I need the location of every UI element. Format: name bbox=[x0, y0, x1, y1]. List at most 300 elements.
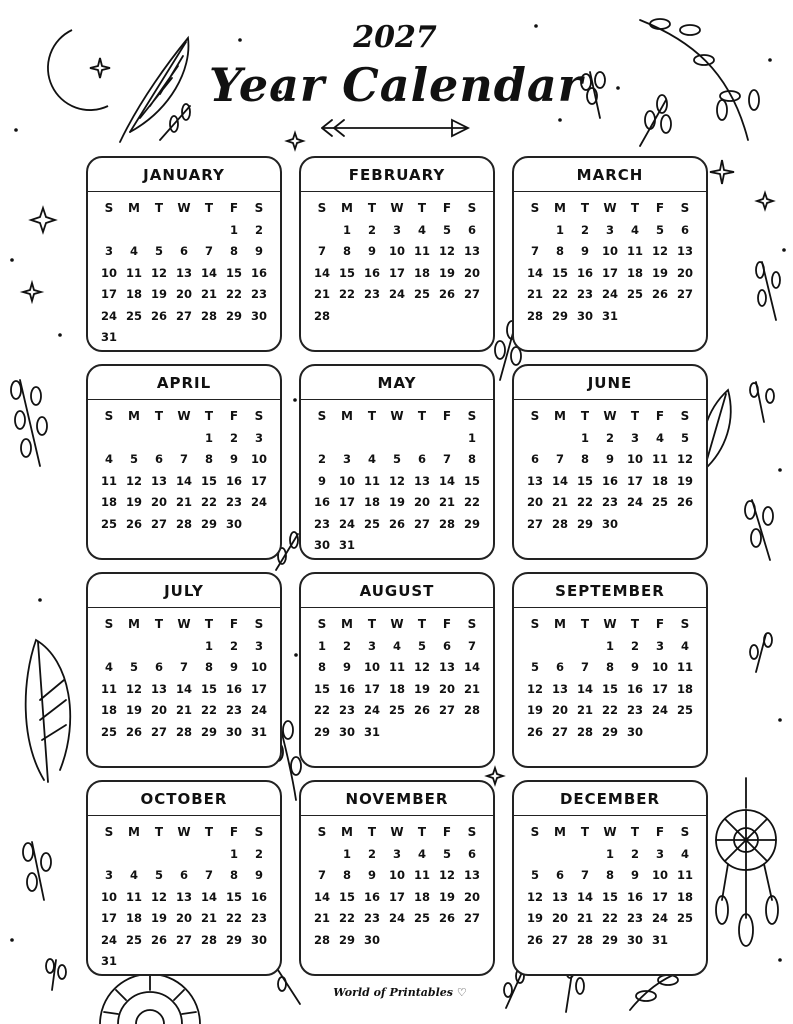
month-card-may bbox=[299, 364, 495, 560]
day-cell: 21 bbox=[313, 911, 330, 925]
day-cell: 12 bbox=[413, 660, 430, 674]
arrow-icon bbox=[322, 120, 468, 136]
weekday-header: F bbox=[442, 617, 452, 631]
month-card-april bbox=[86, 364, 282, 560]
weekday-header: T bbox=[630, 825, 640, 839]
day-cell: 1 bbox=[467, 430, 476, 445]
day-cell: 6 bbox=[680, 222, 689, 237]
month-card-february bbox=[299, 156, 495, 352]
day-cell: 29 bbox=[576, 516, 593, 531]
day-cell: 12 bbox=[651, 244, 668, 258]
empty-cell bbox=[172, 636, 197, 658]
day-cell: 4 bbox=[680, 638, 689, 653]
day-cell: 16 bbox=[225, 681, 242, 696]
day-cell: 14 bbox=[438, 473, 455, 488]
day-cell: 3 bbox=[367, 638, 376, 653]
day-cell: 21 bbox=[200, 911, 217, 925]
day-cell: 11 bbox=[100, 473, 117, 488]
day-cell: 24 bbox=[100, 932, 117, 947]
day-cell: 17 bbox=[250, 681, 267, 696]
day-cell: 21 bbox=[576, 703, 593, 717]
month-name: AUGUST bbox=[301, 574, 493, 608]
day-cell: 8 bbox=[580, 452, 589, 466]
day-cell: 6 bbox=[467, 222, 476, 237]
month-name: JULY bbox=[88, 574, 280, 608]
day-cell: 27 bbox=[551, 724, 568, 739]
day-cell: 16 bbox=[225, 473, 242, 488]
day-cell: 15 bbox=[313, 681, 330, 696]
day-cell: 19 bbox=[526, 911, 543, 925]
day-cell: 3 bbox=[254, 430, 263, 445]
month-card-september bbox=[512, 572, 708, 768]
day-cell: 5 bbox=[442, 846, 451, 861]
day-cell: 10 bbox=[250, 452, 267, 466]
day-cell: 24 bbox=[651, 911, 668, 925]
day-cell: 25 bbox=[125, 932, 142, 947]
day-cell: 18 bbox=[125, 287, 142, 301]
day-cell: 7 bbox=[179, 452, 188, 466]
day-cell: 1 bbox=[229, 222, 238, 237]
day-cell: 15 bbox=[225, 265, 242, 280]
day-cell: 18 bbox=[100, 703, 117, 717]
day-cell: 22 bbox=[200, 703, 217, 717]
day-cell: 30 bbox=[363, 932, 380, 947]
month-name: APRIL bbox=[88, 366, 280, 400]
weekday-header: T bbox=[630, 409, 640, 423]
day-cell: 5 bbox=[530, 660, 539, 674]
weekday-header: S bbox=[104, 409, 114, 423]
day-cell: 10 bbox=[388, 868, 405, 882]
day-cell: 2 bbox=[254, 846, 263, 861]
weekday-header: T bbox=[367, 617, 377, 631]
empty-cell bbox=[122, 844, 147, 866]
day-cell: 20 bbox=[413, 495, 430, 509]
day-cell: 5 bbox=[442, 222, 451, 237]
weekday-header: M bbox=[128, 825, 140, 839]
day-cell: 4 bbox=[367, 452, 376, 466]
day-cell: 4 bbox=[104, 452, 113, 466]
day-cell: 29 bbox=[338, 932, 355, 947]
day-cell: 11 bbox=[388, 660, 405, 674]
weekday-header: W bbox=[390, 617, 404, 631]
day-cell: 22 bbox=[463, 495, 480, 509]
day-cell: 18 bbox=[651, 473, 668, 488]
day-cell: 5 bbox=[530, 868, 539, 882]
day-cell: 22 bbox=[338, 287, 355, 301]
day-cell: 8 bbox=[204, 660, 213, 674]
day-cell: 20 bbox=[551, 703, 568, 717]
weekday-header: S bbox=[530, 201, 540, 215]
day-cell: 4 bbox=[129, 868, 138, 882]
day-cell: 17 bbox=[626, 473, 643, 488]
day-cell: 7 bbox=[580, 660, 589, 674]
day-cell: 21 bbox=[576, 911, 593, 925]
sparkle-icon bbox=[23, 283, 41, 301]
day-cell: 19 bbox=[388, 495, 405, 509]
day-cell: 28 bbox=[200, 308, 217, 323]
day-cell: 27 bbox=[526, 516, 543, 531]
day-cell: 13 bbox=[526, 473, 543, 488]
day-cell: 10 bbox=[651, 868, 668, 882]
day-cell: 1 bbox=[555, 222, 564, 237]
sparkle-icon bbox=[757, 193, 773, 209]
day-cell: 23 bbox=[363, 911, 380, 925]
day-cell: 25 bbox=[388, 703, 405, 717]
day-cell: 20 bbox=[463, 265, 480, 280]
day-cell: 22 bbox=[551, 287, 568, 301]
day-cell: 23 bbox=[225, 703, 242, 717]
day-cell: 3 bbox=[104, 868, 113, 882]
weekday-header: T bbox=[204, 201, 214, 215]
day-cell: 13 bbox=[676, 244, 693, 258]
day-cell: 9 bbox=[229, 660, 238, 674]
day-cell: 21 bbox=[526, 287, 543, 301]
day-cell: 2 bbox=[367, 846, 376, 861]
sparkle-icon bbox=[31, 208, 55, 232]
leaf-sprig-icon bbox=[640, 19, 759, 140]
day-cell: 16 bbox=[250, 889, 267, 904]
day-grid bbox=[301, 198, 493, 327]
month-name: DECEMBER bbox=[514, 782, 706, 816]
empty-cell bbox=[548, 844, 573, 866]
day-cell: 17 bbox=[388, 265, 405, 280]
day-cell: 10 bbox=[601, 244, 618, 258]
day-cell: 12 bbox=[438, 868, 455, 882]
weekday-header: W bbox=[603, 409, 617, 423]
month-name: SEPTEMBER bbox=[514, 574, 706, 608]
day-cell: 11 bbox=[676, 868, 693, 882]
day-cell: 24 bbox=[388, 287, 405, 301]
weekday-header: T bbox=[154, 201, 164, 215]
day-cell: 14 bbox=[526, 265, 543, 280]
day-cell: 19 bbox=[125, 495, 142, 509]
day-cell: 7 bbox=[530, 244, 539, 258]
weekday-header: T bbox=[630, 201, 640, 215]
day-cell: 12 bbox=[388, 473, 405, 488]
empty-cell bbox=[548, 428, 573, 450]
weekday-header: T bbox=[580, 409, 590, 423]
day-cell: 5 bbox=[655, 222, 664, 237]
day-cell: 9 bbox=[254, 244, 263, 258]
day-cell: 9 bbox=[580, 244, 589, 258]
empty-cell bbox=[310, 220, 335, 242]
empty-cell bbox=[523, 844, 548, 866]
day-cell: 8 bbox=[342, 868, 351, 882]
day-cell: 11 bbox=[413, 244, 430, 258]
day-cell: 26 bbox=[438, 911, 455, 925]
day-cell: 9 bbox=[229, 452, 238, 466]
day-cell: 7 bbox=[442, 452, 451, 466]
day-cell: 6 bbox=[555, 660, 564, 674]
day-cell: 9 bbox=[630, 868, 639, 882]
day-cell: 22 bbox=[338, 911, 355, 925]
empty-cell bbox=[573, 636, 598, 658]
weekday-header: F bbox=[442, 201, 452, 215]
weekday-header: W bbox=[177, 617, 191, 631]
day-cell: 4 bbox=[417, 222, 426, 237]
day-cell: 27 bbox=[413, 516, 430, 531]
empty-cell bbox=[573, 844, 598, 866]
day-cell: 23 bbox=[250, 911, 267, 925]
day-cell: 17 bbox=[651, 889, 668, 904]
day-cell: 15 bbox=[338, 889, 355, 904]
day-cell: 21 bbox=[200, 287, 217, 301]
day-cell: 7 bbox=[467, 638, 476, 653]
day-cell: 19 bbox=[651, 265, 668, 280]
day-cell: 14 bbox=[175, 473, 192, 488]
day-cell: 17 bbox=[338, 495, 355, 509]
day-grid bbox=[88, 822, 280, 973]
empty-cell bbox=[197, 844, 222, 866]
day-cell: 31 bbox=[363, 724, 380, 739]
weekday-header: F bbox=[442, 825, 452, 839]
day-cell: 27 bbox=[676, 287, 693, 301]
day-grid bbox=[88, 614, 280, 743]
day-cell: 7 bbox=[555, 452, 564, 466]
sparkle-icon bbox=[710, 160, 734, 184]
day-cell: 29 bbox=[463, 516, 480, 531]
day-cell: 8 bbox=[317, 660, 326, 674]
day-cell: 2 bbox=[254, 222, 263, 237]
day-cell: 28 bbox=[526, 308, 543, 323]
weekday-header: S bbox=[254, 409, 264, 423]
day-cell: 15 bbox=[576, 473, 593, 488]
sparkle-icon bbox=[287, 133, 303, 149]
day-cell: 24 bbox=[651, 703, 668, 717]
day-cell: 12 bbox=[526, 889, 543, 904]
day-cell: 23 bbox=[626, 911, 643, 925]
day-cell: 11 bbox=[363, 473, 380, 488]
day-cell: 31 bbox=[651, 932, 668, 947]
day-cell: 4 bbox=[630, 222, 639, 237]
weekday-header: F bbox=[229, 409, 239, 423]
month-name: NOVEMBER bbox=[301, 782, 493, 816]
day-cell: 9 bbox=[367, 244, 376, 258]
day-grid bbox=[514, 822, 706, 951]
day-cell: 12 bbox=[150, 265, 167, 280]
day-cell: 28 bbox=[175, 516, 192, 531]
weekday-header: M bbox=[341, 617, 353, 631]
weekday-header: S bbox=[104, 825, 114, 839]
day-cell: 13 bbox=[463, 868, 480, 882]
weekday-header: S bbox=[467, 825, 477, 839]
leaf-sprig-icon bbox=[750, 382, 774, 422]
day-cell: 19 bbox=[413, 681, 430, 696]
day-cell: 27 bbox=[463, 911, 480, 925]
day-cell: 25 bbox=[676, 911, 693, 925]
month-name: JANUARY bbox=[88, 158, 280, 192]
day-grid bbox=[514, 198, 706, 327]
day-cell: 4 bbox=[392, 638, 401, 653]
day-cell: 29 bbox=[200, 724, 217, 739]
day-cell: 3 bbox=[392, 846, 401, 861]
empty-cell bbox=[122, 636, 147, 658]
weekday-header: M bbox=[554, 825, 566, 839]
day-cell: 31 bbox=[338, 538, 355, 552]
day-cell: 6 bbox=[179, 244, 188, 258]
day-cell: 10 bbox=[651, 660, 668, 674]
month-card-december bbox=[512, 780, 708, 976]
day-cell: 14 bbox=[463, 660, 480, 674]
weekday-header: T bbox=[154, 825, 164, 839]
day-cell: 5 bbox=[154, 868, 163, 882]
day-cell: 11 bbox=[626, 244, 643, 258]
month-name: FEBRUARY bbox=[301, 158, 493, 192]
day-cell: 23 bbox=[601, 495, 618, 509]
day-grid bbox=[301, 822, 493, 951]
day-cell: 17 bbox=[388, 889, 405, 904]
weekday-header: W bbox=[177, 825, 191, 839]
day-cell: 22 bbox=[601, 703, 618, 717]
day-cell: 12 bbox=[125, 681, 142, 696]
day-cell: 31 bbox=[250, 724, 267, 739]
day-grid bbox=[88, 198, 280, 349]
day-cell: 26 bbox=[526, 724, 543, 739]
empty-cell bbox=[523, 636, 548, 658]
day-cell: 15 bbox=[601, 681, 618, 696]
empty-cell bbox=[197, 220, 222, 242]
day-cell: 27 bbox=[175, 932, 192, 947]
empty-cell bbox=[310, 428, 335, 450]
day-cell: 30 bbox=[601, 516, 618, 531]
month-name: MARCH bbox=[514, 158, 706, 192]
day-cell: 3 bbox=[254, 638, 263, 653]
day-cell: 14 bbox=[576, 889, 593, 904]
empty-cell bbox=[548, 636, 573, 658]
weekday-header: S bbox=[104, 617, 114, 631]
day-cell: 5 bbox=[417, 638, 426, 653]
day-cell: 1 bbox=[204, 638, 213, 653]
day-cell: 28 bbox=[576, 932, 593, 947]
day-cell: 19 bbox=[438, 265, 455, 280]
weekday-header: W bbox=[390, 409, 404, 423]
day-cell: 7 bbox=[317, 244, 326, 258]
day-cell: 14 bbox=[200, 265, 217, 280]
day-cell: 25 bbox=[626, 287, 643, 301]
day-cell: 6 bbox=[467, 846, 476, 861]
weekday-header: T bbox=[580, 617, 590, 631]
day-cell: 7 bbox=[580, 868, 589, 882]
day-cell: 27 bbox=[175, 308, 192, 323]
day-cell: 14 bbox=[313, 889, 330, 904]
day-cell: 8 bbox=[605, 660, 614, 674]
day-cell: 11 bbox=[100, 681, 117, 696]
empty-cell bbox=[122, 220, 147, 242]
weekday-header: S bbox=[317, 201, 327, 215]
day-cell: 5 bbox=[129, 660, 138, 674]
empty-cell bbox=[147, 636, 172, 658]
day-cell: 1 bbox=[342, 846, 351, 861]
day-cell: 25 bbox=[413, 287, 430, 301]
day-cell: 10 bbox=[363, 660, 380, 674]
weekday-header: M bbox=[128, 201, 140, 215]
empty-cell bbox=[523, 220, 548, 242]
day-cell: 25 bbox=[651, 495, 668, 509]
weekday-header: S bbox=[467, 409, 477, 423]
weekday-header: M bbox=[554, 409, 566, 423]
day-cell: 3 bbox=[605, 222, 614, 237]
day-cell: 30 bbox=[225, 724, 242, 739]
day-cell: 3 bbox=[392, 222, 401, 237]
leaf-sprig-icon bbox=[750, 633, 772, 672]
day-cell: 3 bbox=[630, 430, 639, 445]
day-cell: 19 bbox=[438, 889, 455, 904]
day-cell: 7 bbox=[179, 660, 188, 674]
day-cell: 21 bbox=[463, 681, 480, 696]
empty-cell bbox=[97, 844, 122, 866]
weekday-header: S bbox=[680, 825, 690, 839]
weekday-header: T bbox=[204, 409, 214, 423]
day-cell: 5 bbox=[392, 452, 401, 466]
day-cell: 20 bbox=[463, 889, 480, 904]
day-cell: 25 bbox=[363, 516, 380, 531]
weekday-header: T bbox=[580, 825, 590, 839]
weekday-header: M bbox=[128, 409, 140, 423]
day-cell: 29 bbox=[225, 932, 242, 947]
day-cell: 2 bbox=[367, 222, 376, 237]
day-cell: 29 bbox=[551, 308, 568, 323]
weekday-header: S bbox=[104, 201, 114, 215]
empty-cell bbox=[147, 428, 172, 450]
day-cell: 9 bbox=[254, 868, 263, 882]
day-cell: 30 bbox=[626, 724, 643, 739]
month-card-october bbox=[86, 780, 282, 976]
day-cell: 6 bbox=[179, 868, 188, 882]
day-cell: 13 bbox=[175, 889, 192, 904]
day-grid bbox=[514, 614, 706, 743]
weekday-header: S bbox=[254, 825, 264, 839]
day-cell: 21 bbox=[438, 495, 455, 509]
empty-cell bbox=[147, 220, 172, 242]
day-cell: 18 bbox=[363, 495, 380, 509]
day-cell: 14 bbox=[200, 889, 217, 904]
day-cell: 30 bbox=[338, 724, 355, 739]
day-cell: 28 bbox=[175, 724, 192, 739]
day-cell: 19 bbox=[676, 473, 693, 488]
weekday-header: W bbox=[390, 201, 404, 215]
weekday-header: S bbox=[467, 617, 477, 631]
empty-cell bbox=[172, 844, 197, 866]
day-cell: 19 bbox=[150, 287, 167, 301]
weekday-header: F bbox=[655, 825, 665, 839]
day-cell: 20 bbox=[150, 495, 167, 509]
day-cell: 16 bbox=[601, 473, 618, 488]
weekday-header: S bbox=[317, 825, 327, 839]
credit-text: World of Printables ♡ bbox=[333, 986, 467, 999]
leaf-sprig-icon bbox=[11, 380, 47, 466]
day-cell: 11 bbox=[651, 452, 668, 466]
day-cell: 25 bbox=[413, 911, 430, 925]
day-cell: 26 bbox=[125, 516, 142, 531]
day-cell: 20 bbox=[175, 287, 192, 301]
day-cell: 1 bbox=[342, 222, 351, 237]
weekday-header: M bbox=[554, 201, 566, 215]
day-cell: 1 bbox=[229, 846, 238, 861]
day-cell: 27 bbox=[438, 703, 455, 717]
empty-cell bbox=[147, 844, 172, 866]
day-cell: 27 bbox=[551, 932, 568, 947]
weekday-header: T bbox=[417, 617, 427, 631]
weekday-header: S bbox=[680, 201, 690, 215]
day-cell: 24 bbox=[363, 703, 380, 717]
day-cell: 15 bbox=[463, 473, 480, 488]
day-cell: 16 bbox=[313, 495, 330, 509]
day-cell: 17 bbox=[363, 681, 380, 696]
day-cell: 22 bbox=[225, 287, 242, 301]
day-cell: 28 bbox=[313, 308, 330, 323]
day-cell: 5 bbox=[154, 244, 163, 258]
day-cell: 3 bbox=[342, 452, 351, 466]
